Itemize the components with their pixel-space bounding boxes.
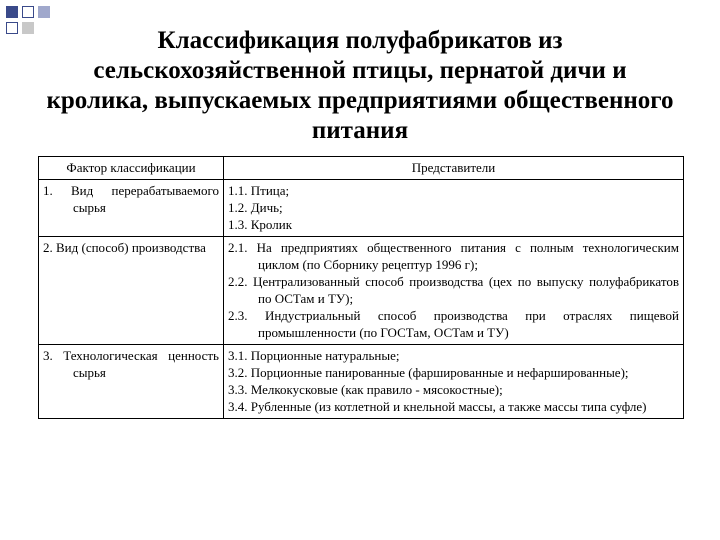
items-cell <box>224 180 684 237</box>
list-item: 3.2. Порционные панированные (фаршированные и нефаршированные); <box>228 365 629 380</box>
factor-text: 3. Технологическая ценность сырья <box>43 348 219 380</box>
deco-square <box>22 22 34 34</box>
list-item: 3.1. Порционные натуральные; <box>228 348 400 363</box>
items-cell <box>224 345 684 419</box>
factor-cell <box>39 237 224 345</box>
table-row <box>39 237 684 345</box>
deco-square <box>22 6 34 18</box>
list-item: 1.3. Кролик <box>228 217 293 232</box>
table-header-row <box>39 157 684 180</box>
factor-cell <box>39 180 224 237</box>
page-title: Классификация полуфабрикатов из сельскохозяйственной птицы, пернатой дичи и кролика, выпускаемых предприятиями общественного питания <box>46 27 674 144</box>
list-item: 3.3. Мелкокусковые (как правило - мясокостные); <box>228 382 503 397</box>
list-item: 3.4. Рубленные (из котлетной и кнельной массы, а также массы типа суфле) <box>228 399 647 414</box>
column-header-factor: Фактор классификации <box>39 157 224 180</box>
factor-text: 2. Вид (способ) производства <box>43 240 206 255</box>
list-item: 1.1. Птица; <box>228 183 290 198</box>
table-row <box>39 345 684 419</box>
deco-square <box>6 22 18 34</box>
list-item: 2.1. На предприятиях общественного питания с полным технологическим циклом (по Сборнику рецептур 1996 г); <box>228 240 679 272</box>
list-item: 2.2. Централизованный способ производства (цех по выпуску полуфабрикатов по ОСТам и ТУ); <box>228 274 679 306</box>
factor-text: 1. Вид перерабатываемого сырья <box>43 183 219 215</box>
deco-square <box>6 6 18 18</box>
table-row <box>39 180 684 237</box>
deco-square <box>38 6 50 18</box>
column-header-representatives: Представители <box>224 157 684 180</box>
list-item: 2.3. Индустриальный способ производства при отраслях пищевой промышленности (по ГОСТам, ОСТам и ТУ) <box>228 308 679 340</box>
list-item: 1.2. Дичь; <box>228 200 283 215</box>
items-cell <box>224 237 684 345</box>
classification-table <box>38 156 684 419</box>
factor-cell <box>39 345 224 419</box>
